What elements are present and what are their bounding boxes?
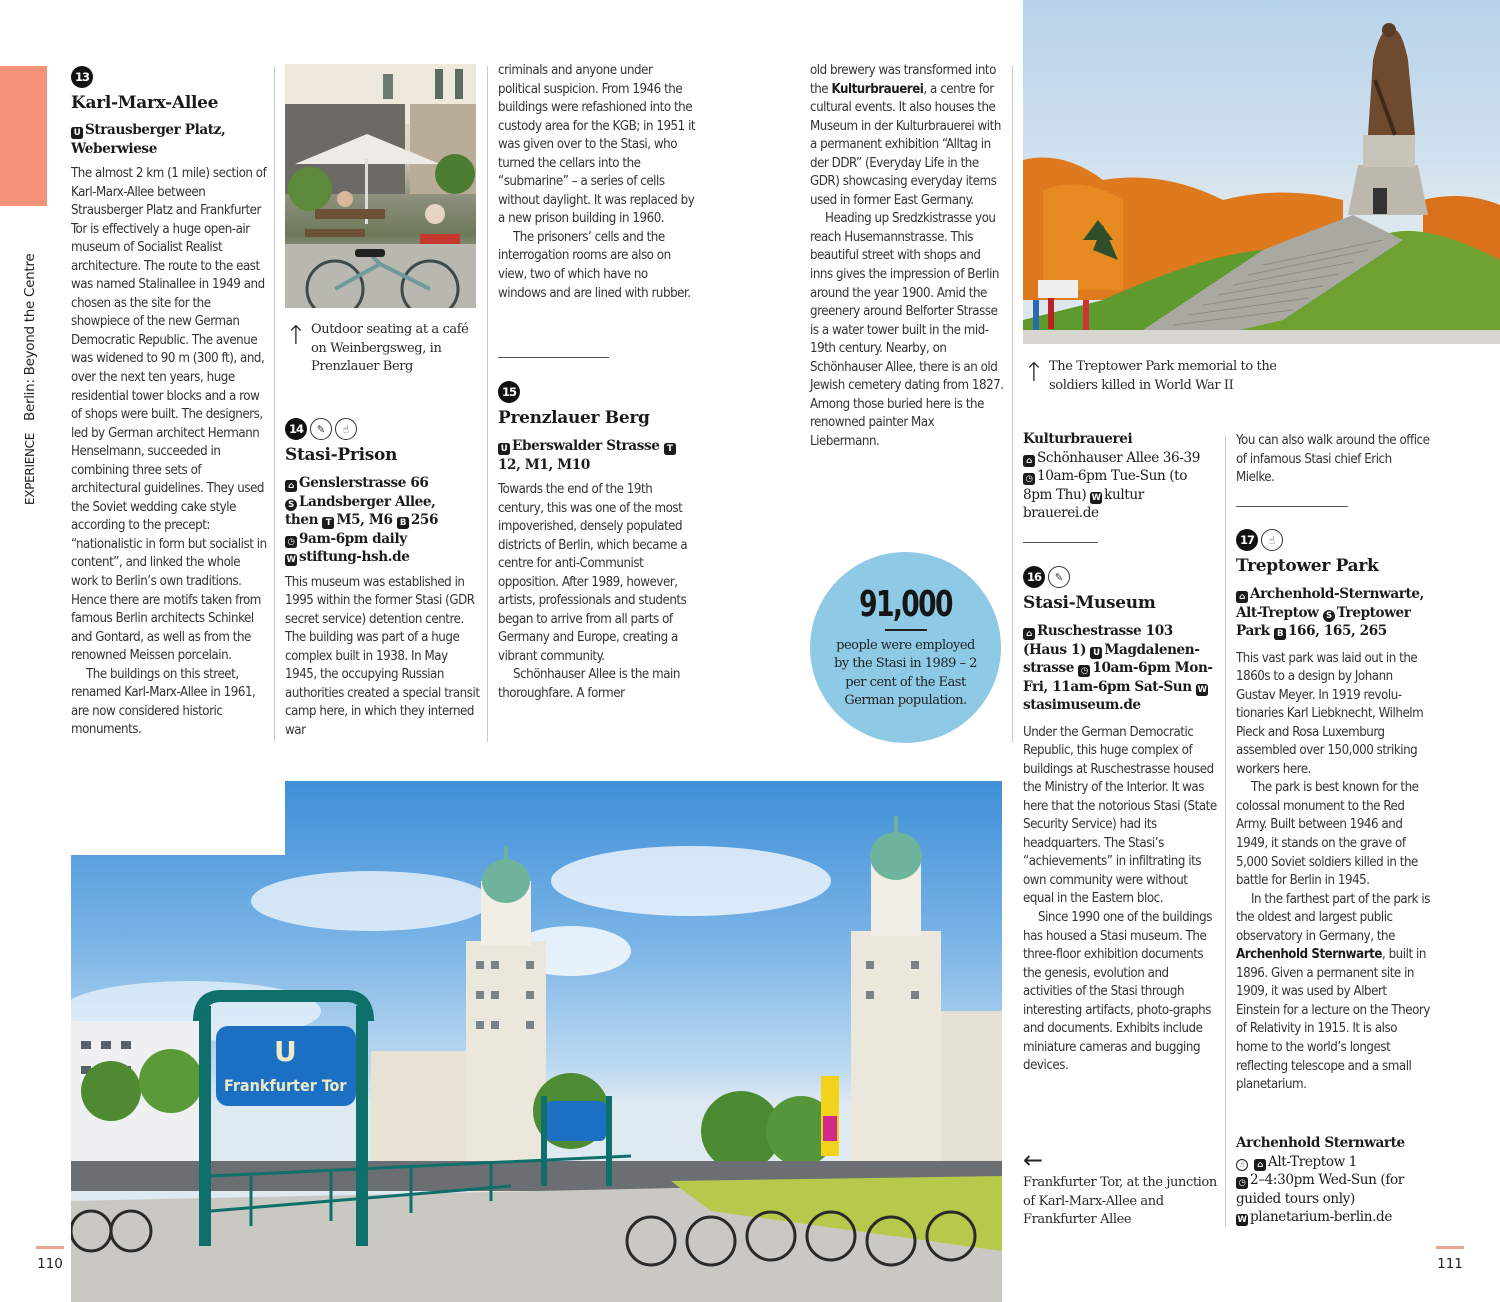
address-icon: ⌂ [1236,591,1248,603]
cafe-caption: ↑ Outdoor seating at a café on Weinbergsweg, in Prenzlauer Berg [285,321,469,374]
entry-title: Treptower Park [1236,556,1379,576]
paragraph: You can also walk around the office of infamous Stasi chief Erich Mielke. [1236,433,1430,486]
frankfurter-caption: ← Frankfurter Tor, at the junction of Karl-Marx-Allee and Frankfurter Allee [1023,1146,1217,1227]
treptower-memorial-photo [1023,0,1500,344]
entry-title: Stasi-Museum [1023,593,1156,613]
paragraph: Towards the end of the 19th century, this was one of the most impoverished, densely populated districts of Berlin, which became a centre for anti-Communist opposition. After 1989, however, artists, professionals and students began to arrive from all parts of Germany and Europe, creating a vibrant community. [498,482,688,664]
entry-treptower-park [1236,529,1436,1095]
paragraph: The prisoners’ cells and the interrogation rooms are also on view, two of which have no windows and are lined with rubber. [498,229,691,301]
clock-icon: ◷ [1078,665,1090,677]
web-icon: W [286,555,296,565]
entry-practical-info: ⌂ Ruschestrasse 103 (Haus 1) U Magdalenen-strasse ◷ 10am-6pm Mon-Fri, 11am-6pm Sat-Sun Wstasimuseum.de [1023,623,1213,713]
entry-transport: U Strausberger Platz, Weberwiese [71,122,226,157]
entry-body [285,574,481,741]
paragraph: Heading up Sredzkistrasse you reach Husemannstrasse. This beautiful street with shops and inns gives the impression of Berlin around the year 1900. Amid the greenery around Belforter Strasse is a water tower built in the mid-19th century. Nearby, on Schönhauser Allee, there is an old Jewish cemetery dating from 1827. Among those buried here is the renowned painter Max Liebermann. [810,211,1004,449]
column-divider [487,66,488,742]
entry-title: Stasi-Prison [285,445,398,465]
info-title: Kulturbrauerei [1023,431,1133,447]
entry-body [71,165,267,740]
tram-icon: T [664,443,676,455]
paragraph: criminals and anyone under political suspicion. From 1946 the buildings were refashioned into the custody area for the KGB; in 1951 it was given over to the Stasi, who turned the cellars into the “submarine” – a series of cells without daylight. It was replaced by a new prison building in 1960. [498,63,696,227]
entry-body [498,481,694,704]
info-details: ⌂ Schönhauser Allee 36-39 ◷ 10am-6pm Tue-Sun (to 8pm Thu) W kultur brauerei.de [1023,449,1200,521]
u-bahn-icon: U [498,443,510,455]
text-wrap-notch [71,781,285,855]
entry-practical-info: ⌂ Genslerstrasse 66 S Landsberger Allee, then T M5, M6 B 256 ◷ 9am-6pm daily W stiftung-hsh.de [285,475,439,565]
entry-prenzlauer-berg [498,381,696,704]
column-divider [1012,66,1013,742]
entry-prenzlauer-berg-continued [810,62,1006,451]
entry-title: Karl-Marx-Allee [71,93,219,113]
cafe-scene-illustration [285,64,476,308]
entry-stasi-prison [285,418,483,740]
entry-number-badge: 16 [1023,566,1045,588]
memorial-scene-illustration [1023,0,1500,344]
info-details: ☝ ⌂ Alt-Treptow 1 ◷ 2–4:30pm Wed-Sun (for guided tours only) W planetarium-berlin.de [1236,1153,1404,1225]
cafe-photo [285,64,476,308]
website-link[interactable]: stasimuseum.de [1023,697,1141,713]
clock-icon: ◷ [1023,473,1035,485]
address-icon: ⌂ [1023,455,1035,467]
paragraph: Under the German Democratic Republic, this huge complex of buildings at Ruschestrasse housed the Ministry of the Interior. It was here that the notorious Stasi (State Security Service) had its headquarters. The Stasi’s “achievements” in infiltrating its own community were without equal in the Eastern bloc. [1023,724,1217,907]
paragraph: Since 1990 one of the buildings has housed a Stasi museum. The three-floor exhibition documents the genesis, evolution and activities of the Stasi through interesting artifacts, photo-graphs and documents. Exhibits include miniature cameras and bugging devices. [1023,909,1212,1074]
tram-icon: T [322,517,334,529]
paragraph: The buildings on this street, renamed Karl-Marx-Allee in 1961, are now considered historic monuments. [71,666,256,738]
web-icon: W [1237,1215,1247,1225]
stat-rule [885,629,927,631]
column-divider [274,66,275,742]
s-bahn-icon: S [285,499,297,511]
bus-icon: B [397,517,409,529]
website-link[interactable]: stiftung-hsh.de [299,549,410,565]
entry-header-icons [1236,529,1436,551]
section-rule [1023,542,1098,543]
frankfurter-tor-photo [71,781,1002,1302]
entry-header-icons [285,418,483,440]
address-icon: ⌂ [1023,628,1035,640]
entry-karl-marx-allee [71,66,271,740]
running-header [22,254,38,505]
svg-text:Frankfurter Tor: Frankfurter Tor [224,1076,347,1095]
section-rule [1236,506,1348,507]
hand-pointer-icon: ☝ [1261,529,1283,551]
entry-number-badge: 14 [285,418,307,440]
hand-pointer-icon: ☝ [335,418,357,440]
stat-value: 91,000 [859,584,952,625]
ticket-icon: ✎ [1048,566,1070,588]
web-icon: W [1091,492,1101,503]
address-icon: ⌂ [1254,1159,1266,1171]
paragraph: This vast park was laid out in the 1860s to a design by Johann Gustav Meyer. In 1919 revolu-tionaries Karl Liebknecht, Wilhelm Pieck and Rosa Luxemburg assembled over 150,000 striking workers here. [1236,650,1424,777]
arrow-up-icon: ↑ [285,321,307,351]
entry-title: Prenzlauer Berg [498,408,650,428]
entry-transport: U Eberswalder Strasse T12, M1, M10 [498,437,696,474]
archenhold-info [1236,1134,1436,1227]
section-rule [498,357,609,358]
clock-icon: ◷ [285,536,297,548]
clock-icon: ◷ [1236,1177,1248,1189]
page-number-right: 111 [1436,1246,1464,1272]
entry-number-badge: 17 [1236,529,1258,551]
entry-number-badge: 15 [498,381,520,403]
entry-body [1023,724,1219,1076]
svg-text:U: U [274,1035,297,1068]
paragraph: In the farthest part of the park is the oldest and largest public observatory in Germany, the Archenhold Sternwarte, built in 1896. Given a permanent site in 1909, it was used by Albert Einstein for a lecture on the Theory of Relativity in 1915. It is also home to the world’s longest reflecting telescope and a small planetarium. [1236,891,1430,1093]
stat-description: people were employed by the Stasi in 1989 – 2 per cent of the East German population. [834,637,977,708]
s-bahn-icon: S [1323,610,1335,622]
entry-stasi-prison-continued [498,62,696,303]
entry-body [1236,650,1432,1095]
stat-bubble [810,552,1001,743]
treptower-caption: ↑ The Treptower Park memorial to the soldiers killed in World War II [1023,358,1277,393]
paragraph: old brewery was transformed into the Kulturbrauerei, a centre for cultural events. It also houses the Museum in der Kulturbrauerei with a permanent exhibition “Alltag in der DDR” (Everyday Life in the GDR) showcasing everyday items used in former East Germany. [810,63,1001,208]
paragraph: The almost 2 km (1 mile) section of Karl-Marx-Allee between Strausberger Platz and Frankfurter Tor is effectively a huge open-air museum of Socialist Realist architecture. The route to the east was named Stalinallee in 1949 and chosen as the site for the showpiece of the new German Democratic Republic. The avenue was widened to 90 m (300 ft), and, over the next ten years, huge residential tower blocks and a row of shops were built. The designers, led by German architect Hermann Henselmann, succeeded in combining three sets of architectural guidelines. They used the Soviet wedding cake style according to the precept: “nationalistic in form but socialist in content”, and linked the whole work to Berlin’s own traditions. Hence there are motifs taken from famous Berlin architects Schinkel and Gontard, as well as from the renowned Meissen porcelain. [71,166,267,664]
address-icon: ⌂ [285,480,297,492]
arrow-left-icon: ← [1023,1146,1044,1174]
entry-stasi-museum-continued [1236,432,1432,488]
street-scene-illustration [71,781,1002,1302]
ticket-icon: ✎ [310,418,332,440]
entry-practical-info: ⌂ Archenhold-Sternwarte, Alt-Treptow S Treptower Park B 166, 165, 265 [1236,586,1424,639]
page-rule [36,1246,64,1249]
kulturbrauerei-info [1023,430,1213,523]
section-label: EXPERIENCE [23,432,37,505]
u-bahn-icon: U [71,127,83,139]
page-rule [1436,1246,1464,1249]
paragraph: Schönhauser Allee is the main thoroughfare. A former [498,667,680,702]
paragraph: The park is best known for the colossal monument to the Red Army. Built between 1946 and 1949, it stands on the grave of 5,000 Soviet soldiers killed in the battle for Berlin in 1945. [1236,780,1419,889]
entry-header-icons [1023,566,1219,588]
chapter-label: Berlin: Beyond the Centre [22,253,38,421]
bus-icon: B [1274,628,1286,640]
chapter-color-tab [0,66,47,206]
u-bahn-icon: U [1090,647,1102,659]
web-icon: W [1197,684,1207,695]
page-number-left: 110 [36,1246,64,1272]
entry-stasi-museum [1023,566,1219,1076]
arrow-up-icon: ↑ [1023,358,1045,388]
website-link[interactable]: kultur brauerei.de [1023,486,1144,521]
hand-pointer-icon: ☝ [1236,1159,1248,1171]
column-divider [1225,436,1226,1226]
entry-number-badge: 13 [71,66,93,88]
info-title: Archenhold Sternwarte [1236,1135,1405,1151]
paragraph: This museum was established in 1995 within the former Stasi (GDR secret service) detention centre. The building was part of a huge complex built in 1938. In May 1945, the occupying Russian authorities created a special transit camp here, in which they interned war [285,574,480,738]
website-link[interactable]: planetarium-berlin.de [1250,1209,1392,1225]
